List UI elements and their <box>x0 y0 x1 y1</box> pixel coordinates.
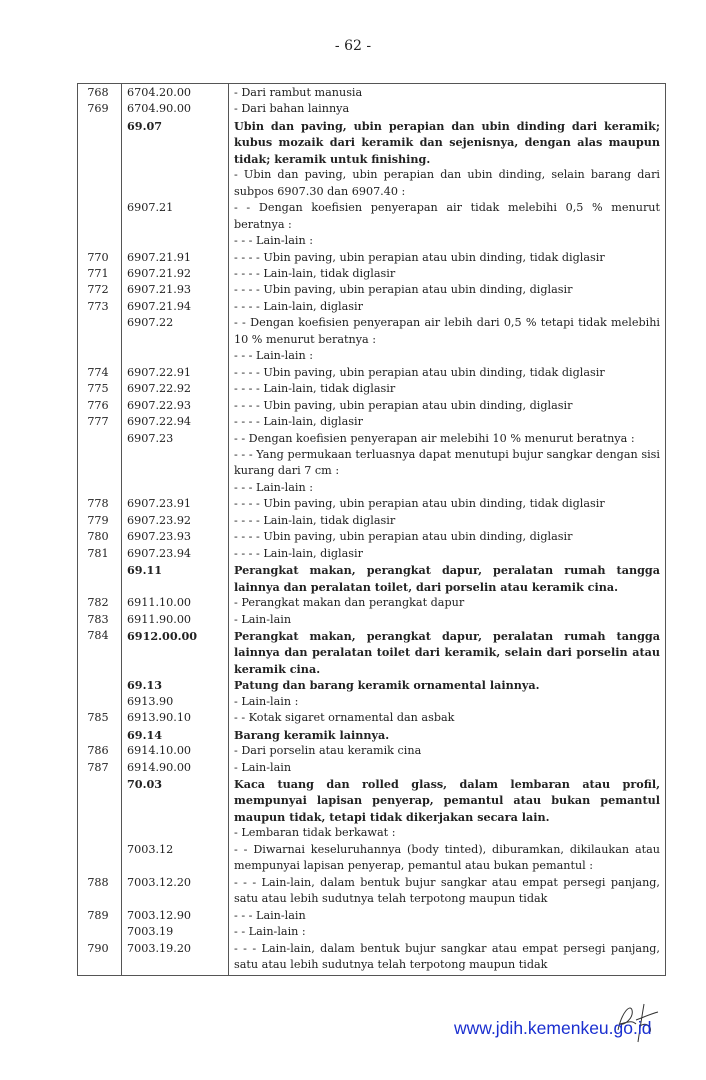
description-cell: - Ubin dan paving, ubin perapian dan ubin dinding, selain barang dari subpos 6907.30 dan 6907.40 : <box>229 167 666 200</box>
row-number-cell: 774 <box>78 365 122 381</box>
description-cell: - Dari porselin atau keramik cina <box>229 743 666 759</box>
description-cell: - Dari bahan lainnya <box>229 101 666 117</box>
table-row <box>78 677 666 693</box>
description-cell: - - - Lain-lain <box>229 908 666 924</box>
hs-code-cell <box>122 447 229 480</box>
description-cell: Kaca tuang dan rolled glass, dalam lembaran atau profil, mempunyai lapisan penyerap, pemantul atau bukan pemantul maupun tidak, tetapi tidak dikerjakan secara lain. <box>229 776 666 825</box>
row-number-cell: 787 <box>78 760 122 776</box>
row-number-cell: 789 <box>78 908 122 924</box>
description-cell: - - - Yang permukaan terluasnya dapat menutupi bujur sangkar dengan sisi kurang dari 7 cm : <box>229 447 666 480</box>
page-number: - 62 - <box>334 38 372 54</box>
table-row <box>78 480 666 496</box>
table-row <box>78 282 666 298</box>
row-number-cell: 771 <box>78 266 122 282</box>
description-cell: - - Dengan koefisien penyerapan air tidak melebihi 0,5 % menurut beratnya : <box>229 200 666 233</box>
row-number-cell <box>78 694 122 710</box>
table-row <box>78 825 666 841</box>
description-cell: - - Dengan koefisien penyerapan air lebih dari 0,5 % tetapi tidak melebihi 10 % menurut beratnya : <box>229 315 666 348</box>
description-cell: - Lain-lain <box>229 612 666 628</box>
row-number-cell: 782 <box>78 595 122 611</box>
table-row <box>78 233 666 249</box>
description-cell: - - - - Ubin paving, ubin perapian atau ubin dinding, tidak diglasir <box>229 250 666 266</box>
description-cell: - - Lain-lain : <box>229 924 666 940</box>
table-row <box>78 431 666 447</box>
row-number-cell <box>78 776 122 825</box>
hs-code-cell <box>122 348 229 364</box>
row-number-cell: 770 <box>78 250 122 266</box>
description-cell: - Dari rambut manusia <box>229 84 666 102</box>
hs-code-cell: 6907.22.91 <box>122 365 229 381</box>
row-number-cell <box>78 842 122 875</box>
row-number-cell <box>78 315 122 348</box>
description-cell: Perangkat makan, perangkat dapur, peralatan rumah tangga lainnya dan peralatan toilet dari keramik, selain dari porselin atau keramik cina. <box>229 628 666 677</box>
description-cell: Barang keramik lainnya. <box>229 727 666 743</box>
hs-code-cell: 6914.90.00 <box>122 760 229 776</box>
hs-code-cell: 6911.10.00 <box>122 595 229 611</box>
table-row <box>78 299 666 315</box>
hs-code-cell: 69.11 <box>122 562 229 595</box>
hs-code-cell: 7003.12 <box>122 842 229 875</box>
hs-code-cell: 6907.23.94 <box>122 546 229 562</box>
hs-code-cell: 6907.22.93 <box>122 398 229 414</box>
row-number-cell <box>78 677 122 693</box>
table-row <box>78 562 666 595</box>
table-row <box>78 315 666 348</box>
row-number-cell <box>78 727 122 743</box>
row-number-cell <box>78 431 122 447</box>
description-cell: - - - Lain-lain : <box>229 348 666 364</box>
table-row <box>78 842 666 875</box>
hs-code-cell: 6704.90.00 <box>122 101 229 117</box>
row-number-cell <box>78 348 122 364</box>
table-row <box>78 513 666 529</box>
hs-code-cell <box>122 480 229 496</box>
description-cell: - - Dengan koefisien penyerapan air melebihi 10 % menurut beratnya : <box>229 431 666 447</box>
jdih-website-link[interactable]: www.jdih.kemenkeu.go.id <box>454 1018 652 1038</box>
hs-code-cell: 6907.22.94 <box>122 414 229 430</box>
description-cell: Patung dan barang keramik ornamental lainnya. <box>229 677 666 693</box>
row-number-cell: 783 <box>78 612 122 628</box>
table-row <box>78 348 666 364</box>
row-number-cell <box>78 447 122 480</box>
hs-code-cell <box>122 167 229 200</box>
table-row <box>78 496 666 512</box>
hs-code-cell: 70.03 <box>122 776 229 825</box>
hs-code-cell: 6913.90 <box>122 694 229 710</box>
description-cell: - - - Lain-lain, dalam bentuk bujur sangkar atau empat persegi panjang, satu atau lebih sudutnya telah terpotong maupun tidak <box>229 941 666 976</box>
table-row <box>78 908 666 924</box>
table-row <box>78 118 666 167</box>
hs-code-cell: 7003.12.20 <box>122 875 229 908</box>
row-number-cell: 786 <box>78 743 122 759</box>
hs-code-cell: 6907.23.93 <box>122 529 229 545</box>
row-number-cell <box>78 118 122 167</box>
table-row <box>78 875 666 908</box>
table-row <box>78 398 666 414</box>
description-cell: - - - Lain-lain : <box>229 480 666 496</box>
description-cell: - - - - Ubin paving, ubin perapian atau ubin dinding, diglasir <box>229 282 666 298</box>
hs-code-cell: 6907.21 <box>122 200 229 233</box>
description-cell: - - - - Lain-lain, diglasir <box>229 299 666 315</box>
description-cell: Ubin dan paving, ubin perapian dan ubin dinding dari keramik; kubus mozaik dari keramik dan sejenisnya, dengan alas maupun tidak; keramik untuk finishing. <box>229 118 666 167</box>
hs-code-cell <box>122 825 229 841</box>
table-row <box>78 776 666 825</box>
row-number-cell: 776 <box>78 398 122 414</box>
row-number-cell <box>78 480 122 496</box>
description-cell: - - - - Lain-lain, tidak diglasir <box>229 381 666 397</box>
hs-code-cell: 6907.23 <box>122 431 229 447</box>
hs-code-cell: 6907.21.94 <box>122 299 229 315</box>
row-number-cell <box>78 562 122 595</box>
table-row <box>78 612 666 628</box>
hs-code-cell: 69.13 <box>122 677 229 693</box>
hs-code-cell: 6907.21.92 <box>122 266 229 282</box>
hs-code-cell: 6913.90.10 <box>122 710 229 726</box>
hs-code-cell: 6907.23.92 <box>122 513 229 529</box>
description-cell: - - Diwarnai keseluruhannya (body tinted), diburamkan, dikilaukan atau mempunyai lapisan penyerap, pemantul atau bukan pemantul : <box>229 842 666 875</box>
row-number-cell: 788 <box>78 875 122 908</box>
table-row <box>78 414 666 430</box>
table-row <box>78 546 666 562</box>
description-cell: - - - - Ubin paving, ubin perapian atau ubin dinding, diglasir <box>229 529 666 545</box>
description-cell: - - - Lain-lain : <box>229 233 666 249</box>
description-cell: - - - - Lain-lain, diglasir <box>229 414 666 430</box>
description-cell: - - - Lain-lain, dalam bentuk bujur sangkar atau empat persegi panjang, satu atau lebih sudutnya telah terpotong maupun tidak <box>229 875 666 908</box>
hs-code-cell: 6907.23.91 <box>122 496 229 512</box>
row-number-cell <box>78 233 122 249</box>
description-cell: - Lembaran tidak berkawat : <box>229 825 666 841</box>
table-row <box>78 200 666 233</box>
row-number-cell <box>78 924 122 940</box>
table-row <box>78 250 666 266</box>
row-number-cell: 790 <box>78 941 122 976</box>
table-row <box>78 365 666 381</box>
table-row <box>78 743 666 759</box>
row-number-cell <box>78 167 122 200</box>
row-number-cell: 780 <box>78 529 122 545</box>
hs-code-cell: 6907.21.91 <box>122 250 229 266</box>
description-cell: Perangkat makan, perangkat dapur, peralatan rumah tangga lainnya dan peralatan toilet, dari porselin atau keramik cina. <box>229 562 666 595</box>
row-number-cell: 773 <box>78 299 122 315</box>
row-number-cell: 781 <box>78 546 122 562</box>
hs-code-cell: 7003.19 <box>122 924 229 940</box>
hs-code-cell: 6911.90.00 <box>122 612 229 628</box>
description-cell: - - - - Ubin paving, ubin perapian atau ubin dinding, tidak diglasir <box>229 365 666 381</box>
table-row <box>78 266 666 282</box>
tariff-table <box>77 83 666 976</box>
row-number-cell: 775 <box>78 381 122 397</box>
row-number-cell: 768 <box>78 84 122 102</box>
row-number-cell: 784 <box>78 628 122 677</box>
description-cell: - - - - Lain-lain, tidak diglasir <box>229 266 666 282</box>
table-row <box>78 628 666 677</box>
description-cell: - Perangkat makan dan perangkat dapur <box>229 595 666 611</box>
hs-code-cell: 6907.22.92 <box>122 381 229 397</box>
description-cell: - - - - Ubin paving, ubin perapian atau ubin dinding, diglasir <box>229 398 666 414</box>
table-row <box>78 101 666 117</box>
hs-code-cell: 6704.20.00 <box>122 84 229 102</box>
description-cell: - Lain-lain : <box>229 694 666 710</box>
row-number-cell <box>78 825 122 841</box>
hs-code-cell: 7003.12.90 <box>122 908 229 924</box>
hs-code-cell: 69.07 <box>122 118 229 167</box>
row-number-cell <box>78 200 122 233</box>
table-row <box>78 694 666 710</box>
description-cell: - - - - Ubin paving, ubin perapian atau ubin dinding, tidak diglasir <box>229 496 666 512</box>
table-row <box>78 167 666 200</box>
row-number-cell: 778 <box>78 496 122 512</box>
table-row <box>78 595 666 611</box>
table-row <box>78 84 666 102</box>
hs-code-cell: 7003.19.20 <box>122 941 229 976</box>
hs-code-cell: 6907.21.93 <box>122 282 229 298</box>
table-row <box>78 447 666 480</box>
table-row <box>78 924 666 940</box>
hs-code-cell: 69.14 <box>122 727 229 743</box>
tariff-table-body <box>78 84 666 976</box>
row-number-cell: 772 <box>78 282 122 298</box>
row-number-cell: 777 <box>78 414 122 430</box>
row-number-cell: 785 <box>78 710 122 726</box>
description-cell: - - - - Lain-lain, tidak diglasir <box>229 513 666 529</box>
hs-code-cell <box>122 233 229 249</box>
description-cell: - - - - Lain-lain, diglasir <box>229 546 666 562</box>
table-row <box>78 727 666 743</box>
table-row <box>78 529 666 545</box>
row-number-cell: 769 <box>78 101 122 117</box>
description-cell: - - Kotak sigaret ornamental dan asbak <box>229 710 666 726</box>
table-row <box>78 710 666 726</box>
row-number-cell: 779 <box>78 513 122 529</box>
hs-code-cell: 6914.10.00 <box>122 743 229 759</box>
table-row <box>78 760 666 776</box>
table-row <box>78 941 666 976</box>
hs-code-cell: 6912.00.00 <box>122 628 229 677</box>
table-row <box>78 381 666 397</box>
hs-code-cell: 6907.22 <box>122 315 229 348</box>
description-cell: - Lain-lain <box>229 760 666 776</box>
